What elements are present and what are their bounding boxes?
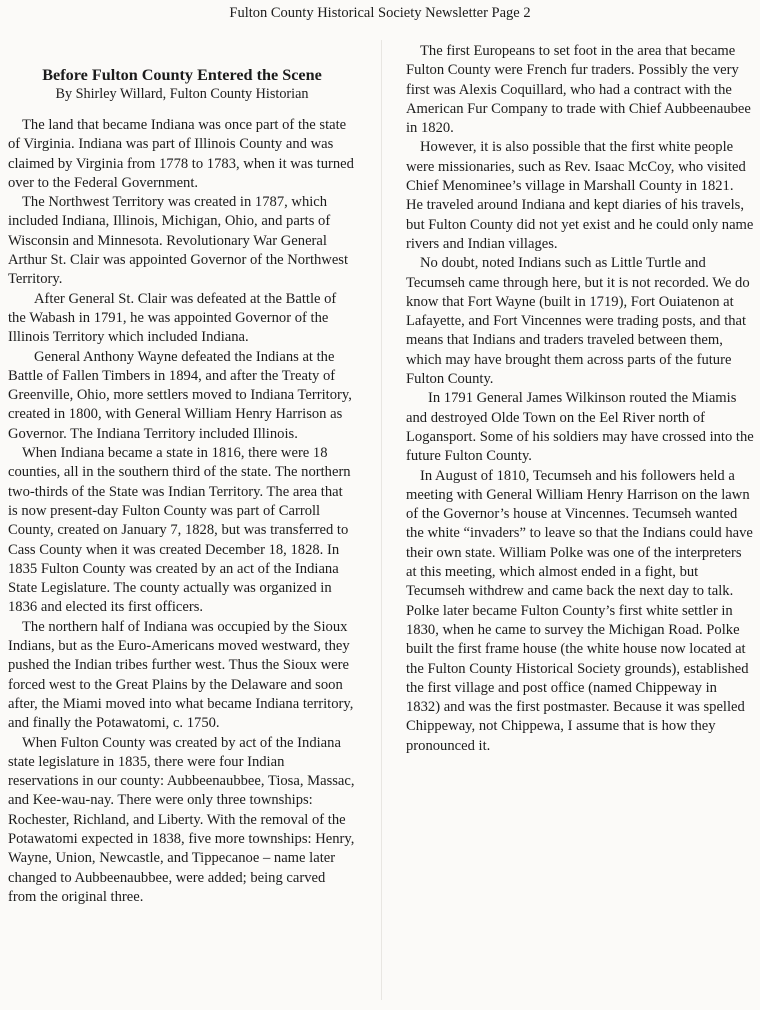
column-divider — [381, 40, 382, 1000]
paragraph: The land that became Indiana was once part of the state of Virginia. Indiana was part of Illinois County and was claimed by Virginia from 1778 to 1783, when it was turned over to the Federal Government. — [8, 117, 354, 191]
paragraph: No doubt, noted Indians such as Little Turtle and Tecumseh came through here, but it is not recorded. We do know that Fort Wayne (built in 1719), Fort Ouiatenon at Lafayette, and Fort Vincennes were trading posts, and that means that Indians and traders traveled between them, which may have brought them across parts of the future Fulton County. — [406, 255, 750, 388]
paragraph: In 1791 General James Wilkinson routed the Miamis and destroyed Olde Town on the Eel River north of Logansport. Some of his soldiers may have crossed into the future Fulton County. — [406, 390, 754, 465]
article-title: Before Fulton County Entered the Scene — [42, 66, 322, 84]
paragraph: General Anthony Wayne defeated the Indians at the Battle of Fallen Timbers in 1894, and after the Treaty of Greenville, Ohio, more settlers moved to Indiana Territory, created in 1800, with General William Henry Harrison as Governor. The Indiana Territory included Illinois. — [8, 348, 352, 442]
paragraph: After General St. Clair was defeated at the Battle of the Wabash in 1791, he was appointed Governor of the Illinois Territory which included Indiana. — [8, 290, 337, 346]
right-column — [406, 42, 754, 756]
newsletter-header: Fulton County Historical Society Newsletter Page 2 — [229, 5, 531, 21]
paragraph: The northern half of Indiana was occupied by the Sioux Indians, but as the Euro-Americans moved westward, they pushed the Indian tribes further west. Thus the Sioux were forced west to the Great Plains by the Delaware and soon after, the Miami moved into what became Indiana territory, and finally the Potawatomi, c. 1750. — [8, 618, 354, 732]
article-byline: By Shirley Willard, Fulton County Historian — [55, 86, 309, 102]
left-column — [8, 66, 356, 907]
paragraph: When Fulton County was created by act of the Indiana state legislature in 1835, there were four Indian reservations in our county: Aubbeenaubbee, Tiosa, Massac, and Kee-wau-nay. There were only three townships: Rochester, Richland, and Liberty. With the removal of the Potawatomi expected in 1838, five more townships: Henry, Wayne, Union, Newcastle, and Tippecanoe – name later changed to Aubbeenaubbee, were added; being carved from the original three. — [8, 734, 355, 905]
paragraph: When Indiana became a state in 1816, there were 18 counties, all in the southern third of the state. The northern two-thirds of the State was Indian Territory. The area that is now present-day Fulton County was part of Carroll County, created on January 7, 1828, but was transferred to Cass County when it was created December 18, 1828. In 1835 Fulton County was created by an act of the Indiana State Legislature. The county actually was organized in 1836 and elected its first officers. — [8, 445, 351, 616]
paragraph: However, it is also possible that the first white people were missionaries, such as Rev. Isaac McCoy, who visited Chief Menominee’s village in Marshall County in 1821. He traveled around Indiana and kept diaries of his travels, but Fulton County did not yet exist and he could only name rivers and Indian villages. — [406, 139, 754, 252]
paragraph: The first Europeans to set foot in the area that became Fulton County were French fur traders. Possibly the very first was Alexis Coquillard, who had a contract with the American Fur Company to trade with Chief Aubbeenaubee in 1820. — [406, 43, 751, 137]
paragraph: In August of 1810, Tecumseh and his followers held a meeting with General William Henry Harrison on the lawn of the Governor’s house at Vincennes. Tecumseh wanted the white “invaders” to leave so that the Indians could have their own state. William Polke was one of the interpreters at this meeting, which almost ended in a fight, but Tecumseh withdrew and came back the next day to talk. Polke later became Fulton County’s first white settler in 1830, when he came to survey the Michigan Road. Polke built the first frame house (the white house now located at the Fulton County Historical Society grounds), established the first village and post office (named Chippeway in 1832) and was the first postmaster. Because it was spelled Chippeway, not Chippewa, I assume that is how they pronounced it. — [406, 467, 753, 754]
paragraph: The Northwest Territory was created in 1787, which included Indiana, Illinois, Michigan, Ohio, and parts of Wisconsin and Minnesota. Revolutionary War General Arthur St. Clair was appointed Governor of the Northwest Territory. — [8, 194, 349, 288]
